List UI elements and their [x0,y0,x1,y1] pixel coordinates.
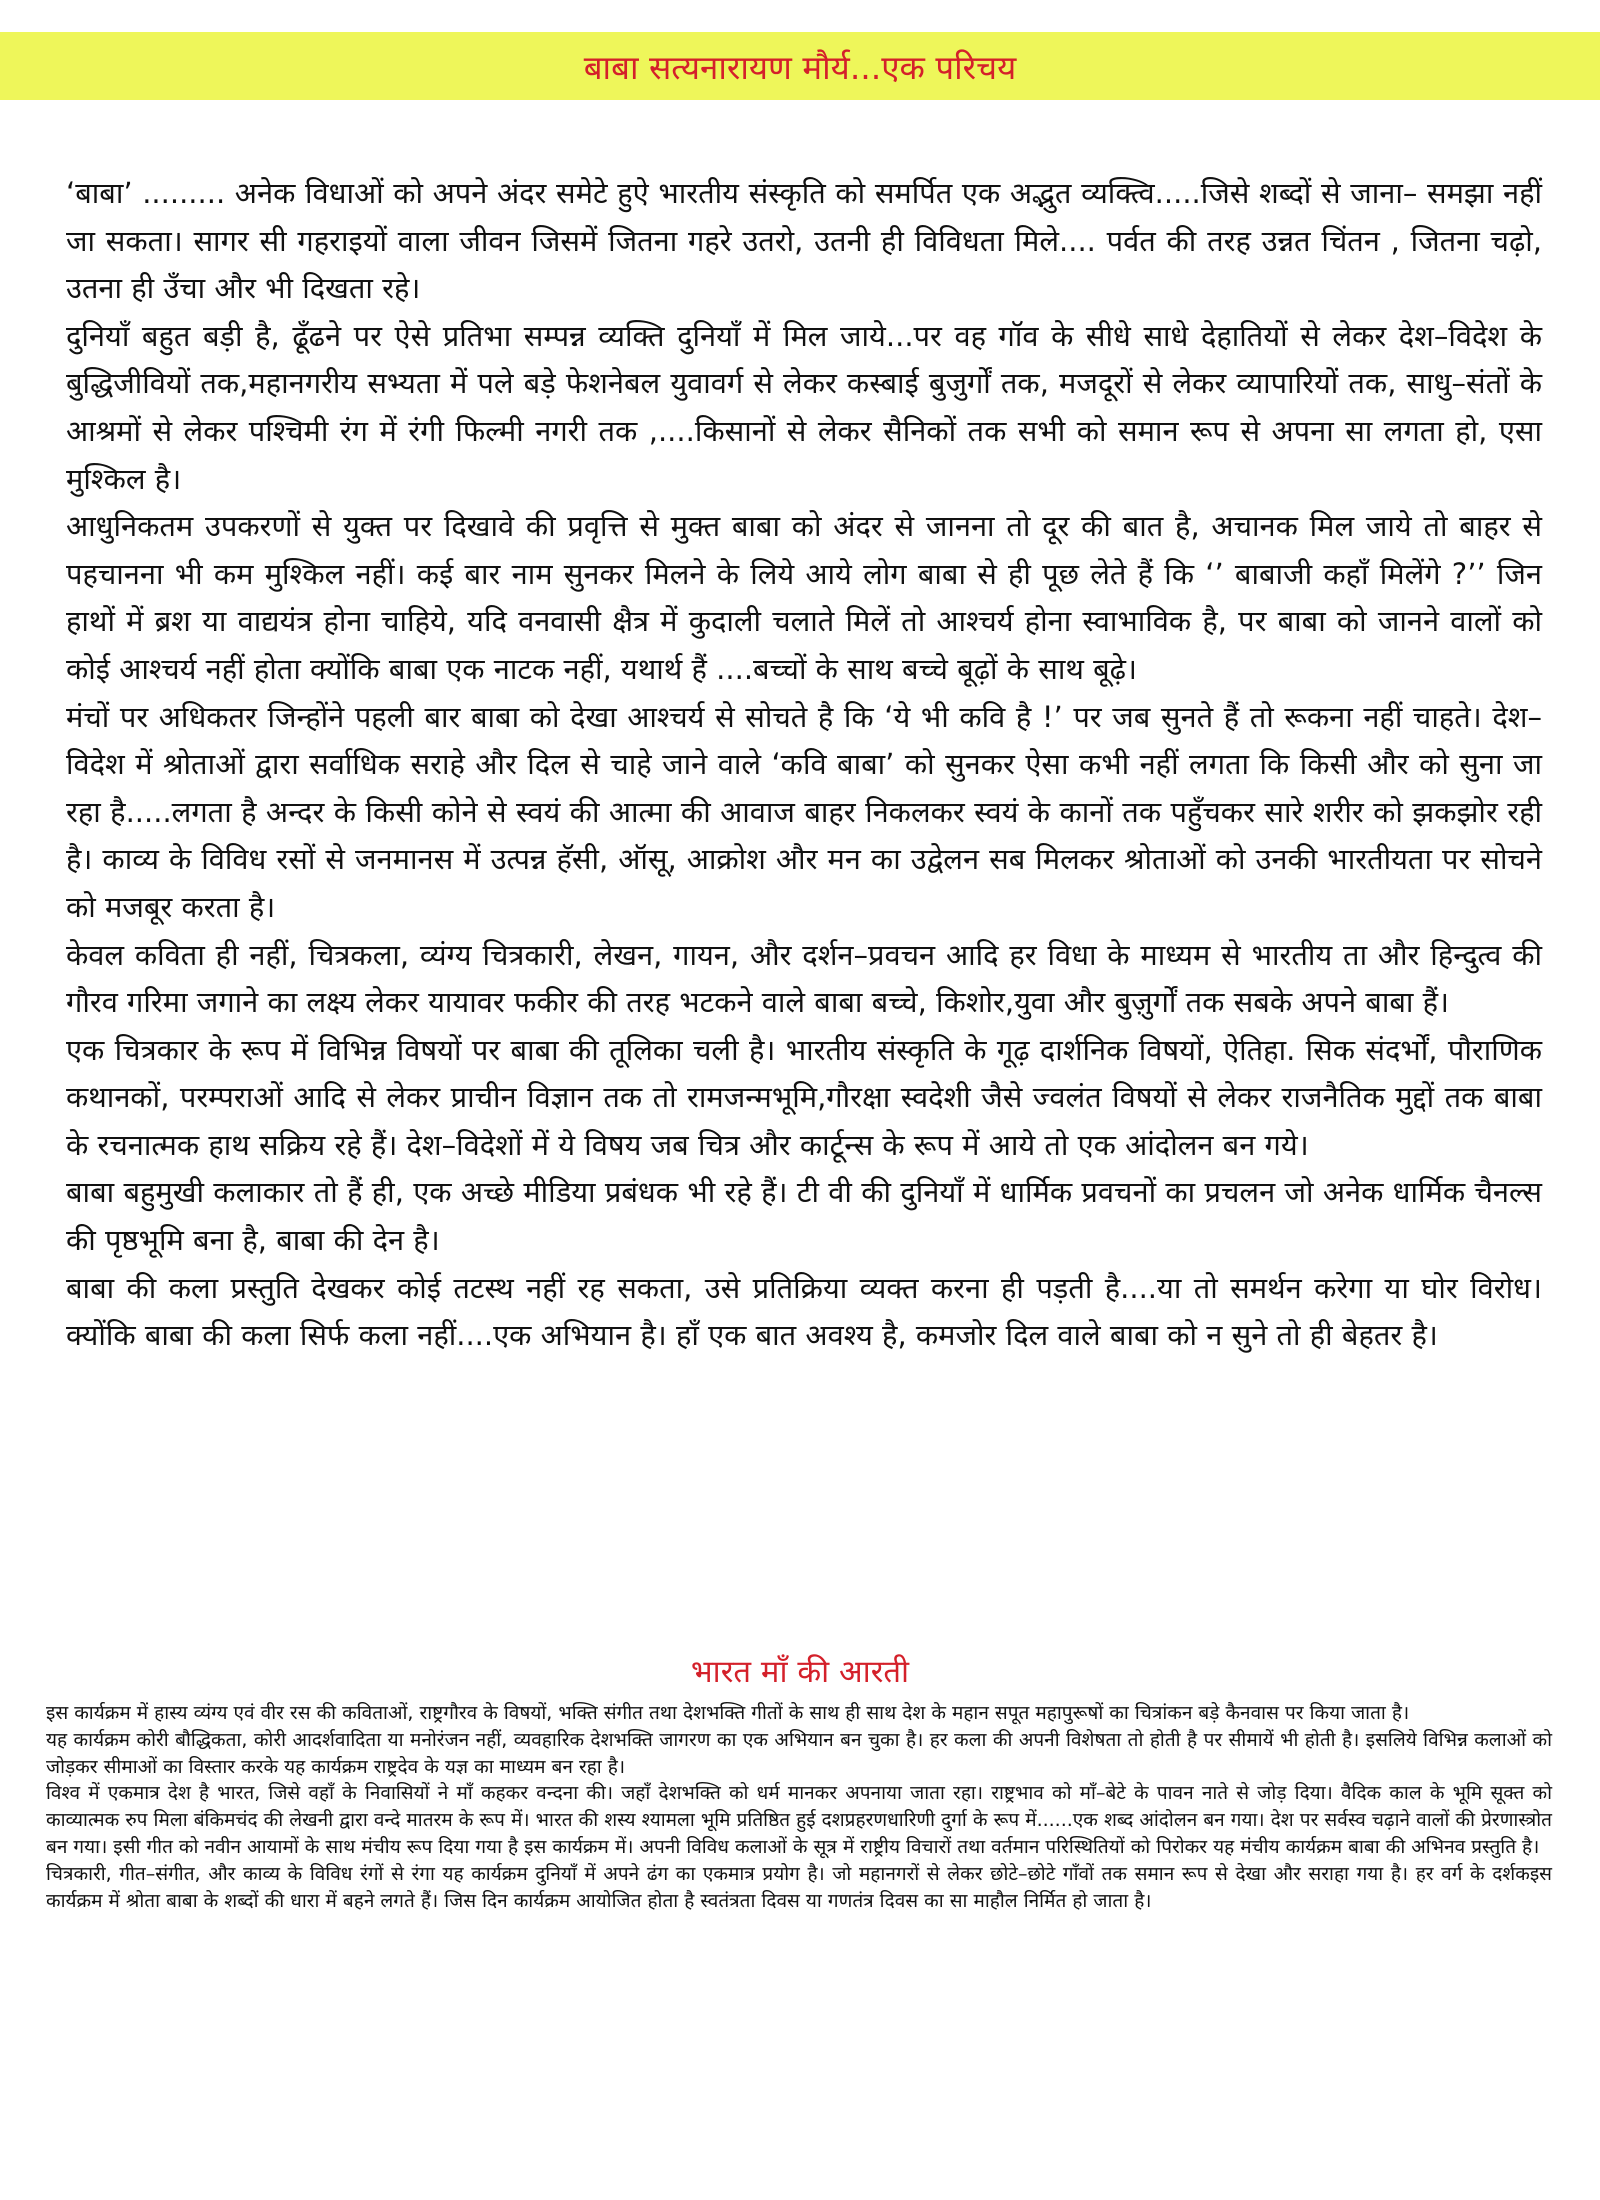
section-title: भारत मॉं की आरती [690,1654,910,1690]
intro-paragraph: केवल कविता ही नहीं, चित्रकला, व्यंग्य चित्रकारी, लेखन, गायन, और दर्शन–प्रवचन आदि हर विधा के माध्यम से भारतीय ता और हिन्दुत्व की गौरव गरिमा जगाने का लक्ष्य लेकर यायावर फकीर की तरह भटकने वाले बाबा बच्चे, किशोर,युवा और बुज़ुर्गों तक सबके अपने बाबा हैं। [66,937,1542,1020]
aarti-paragraph: चित्रकारी, गीत–संगीत, और काव्य के विविध रंगों से रंगा यह कार्यक्रम दुनियॉं में अपने ढंग का एकमात्र प्रयोग है। जो महानगरों से लेकर छोटे–छोटे गॉंवों तक समान रूप से देखा और सराहा गया है। हर वर्ग के दर्शकइस कार्यक्रम में श्रोता बाबा के शब्दों की धारा में बहने लगते हैं। जिस दिन कार्यक्रम आयोजित होता है स्वतंत्रता दिवस या गणतंत्र दिवस का सा माहौल निर्मित हो जाता है। [46,1862,1552,1912]
intro-body [66,170,1542,1360]
aarti-body [46,1700,1552,1914]
intro-paragraph: बाबा बहुमुखी कलाकार तो हैं ही, एक अच्छे मीडिया प्रबंधक भी रहे हैं। टी वी की दुनियॉं में धार्मिक प्रवचनों का प्रचलन जो अनेक धार्मिक चैनल्स की पृष्ठभूमि बना है, बाबा की देन है। [66,1175,1542,1258]
intro-paragraph: मंचों पर अधिकतर जिन्होंने पहली बार बाबा को देखा आश्चर्य से सोचते है कि ‘ये भी कवि है !’ पर जब सुनते हैं तो रूकना नहीं चाहते। देश–विदेश में श्रोताओं द्वारा सर्वाधिक सराहे और दिल से चाहे जाने वाले ‘कवि बाबा’ को सुनकर ऐसा कभी नहीं लगता कि किसी और को सुना जा रहा है.....लगता है अन्दर के किसी कोने से स्वयं की आत्मा की आवाज बाहर निकलकर स्वयं के कानों तक पहुँचकर सारे शरीर को झकझोर रही है। काव्य के विविध रसों से जनमानस में उत्पन्न हॅसी, ऑसू, आक्रोश और मन का उद्वेलन सब मिलकर श्रोताओं को उनकी भारतीयता पर सोचने को मजबूर करता है। [66,699,1542,924]
intro-paragraph: बाबा की कला प्रस्तुति देखकर कोई तटस्थ नहीं रह सकता, उसे प्रतिक्रिया व्यक्त करना ही पड़ती है....या तो समर्थन करेगा या घोर विरोध। क्योंकि बाबा की कला सिर्फ कला नहीं....एक अभियान है। हॉं एक बात अवश्य है, कमजोर दिल वाले बाबा को न सुने तो ही बेहतर है। [66,1270,1542,1353]
intro-paragraph: एक चित्रकार के रूप में विभिन्न विषयों पर बाबा की तूलिका चली है। भारतीय संस्कृति के गूढ़ दार्शनिक विषयों, ऐतिहा. सिक संदर्भों, पौराणिक कथानकों, परम्पराओं आदि से लेकर प्राचीन विज्ञान तक तो रामजन्मभूमि,गौरक्षा स्वदेशी जैसे ज्वलंत विषयों से लेकर राजनैतिक मुद्दों तक बाबा के रचनात्मक हाथ सक्रिय रहे हैं। देश–विदेशों में ये विषय जब चित्र और कार्टून्स के रूप में आये तो एक आंदोलन बन गये। [66,1032,1542,1162]
aarti-paragraph: विश्व में एकमात्र देश है भारत, जिसे वहॉं के निवासियों ने मॉं कहकर वन्दना की। जहॉं देशभक्ति को धर्म मानकर अपनाया जाता रहा। राष्ट्रभाव को मॉं–बेटे के पावन नाते से जोड़ दिया। वैदिक काल के भूमि सूक्त को काव्यात्मक रुप मिला बंकिमचंद की लेखनी द्वारा वन्दे मातरम के रूप में। भारत की शस्य श्यामला भूमि प्रतिष्ठित हुई दशप्रहरणधारिणी दुर्गा के रूप में......एक शब्द आंदोलन बन गया। देश पर सर्वस्व चढ़ाने वालों की प्रेरणास्त्रोत बन गया। इसी गीत को नवीन आयामों के साथ मंचीय रूप दिया गया है इस कार्यक्रम में। अपनी विविध कलाओं के सूत्र में राष्ट्रीय विचारों तथा वर्तमान परिस्थितियों को पिरोकर यह मंचीय कार्यक्रम बाबा की अभिनव प्रस्तुति है। [46,1782,1552,1858]
intro-paragraph: ‘बाबा’ ......... अनेक विधाओं को अपने अंदर समेटे हुऐ भारतीय संस्कृति को समर्पित एक अद्भुत व्यक्त्वि.....जिसे शब्दों से जाना– समझा नहीं जा सकता। सागर सी गहराइयों वाला जीवन जिसमें जितना गहरे उतरो, उतनी ही विविधता मिले.... पर्वत की तरह उन्नत चिंतन , जितना चढ़ो, उतना ही उँचा और भी दिखता रहे। [66,176,1542,306]
intro-paragraph: आधुनिकतम उपकरणों से युक्त पर दिखावे की प्रवृत्ति से मुक्त बाबा को अंदर से जानना तो दूर की बात है, अचानक मिल जाये तो बाहर से पहचानना भी कम मुश्किल नहीं। कई बार नाम सुनकर मिलने के लिये आये लोग बाबा से ही पूछ लेते हैं कि ‘’ बाबाजी कहॉं मिलेंगे ?’’ जिन हाथों में ब्रश या वाद्ययंत्र होना चाहिये, यदि वनवासी क्षैत्र में कुदाली चलाते मिलें तो आश्चर्य होना स्वाभाविक है, पर बाबा को जानने वालों को कोई आश्चर्य नहीं होता क्योंकि बाबा एक नाटक नहीं, यथार्थ हैं ....बच्चों के साथ बच्चे बूढ़ों के साथ बूढ़े। [66,509,1542,686]
aarti-paragraph: यह कार्यक्रम कोरी बौद्धिकता, कोरी आदर्शवादिता या मनोरंजन नहीं, व्यवहारिक देशभक्ति जागरण का एक अभियान बन चुका है। हर कला की अपनी विशेषता तो होती है पर सीमायें भी होती है। इसलिये विभिन्न कलाओं को जोड़कर सीमाओं का विस्तार करके यह कार्यक्रम राष्ट्रदेव के यज्ञ का माध्यम बन रहा है। [46,1728,1552,1778]
intro-paragraph: दुनियॉं बहुत बड़ी है, ढूँढने पर ऐसे प्रतिभा सम्पन्न व्यक्ति दुनियॉं में मिल जाये...पर वह गॉव के सीधे साधे देहातियों से लेकर देश–विदेश के बुद्धिजीवियों तक,महानगरीय सभ्यता में पले बड़े फेशनेबल युवावर्ग से लेकर कस्बाई बुजुर्गों तक, मजदूरों से लेकर व्यापारियों तक, साधु–संतों के आश्रमों से लेकर पश्चिमी रंग में रंगी फिल्मी नगरी तक ,....किसानों से लेकर सैनिकों तक सभी को समान रूप से अपना सा लगता हो, एसा मुश्किल है। [66,318,1542,496]
aarti-paragraph: इस कार्यक्रम में हास्य व्यंग्य एवं वीर रस की कविताओं, राष्ट्रगौरव के विषयों, भक्ति संगीत तथा देशभक्ति गीतों के साथ ही साथ देश के महान सपूत महापुरूषों का चित्रांकन बड़े कैनवास पर किया जाता है। [46,1702,1410,1724]
title-banner [0,32,1600,100]
page-title: बाबा सत्यनारायण मौर्य...एक परिचय [583,47,1017,87]
